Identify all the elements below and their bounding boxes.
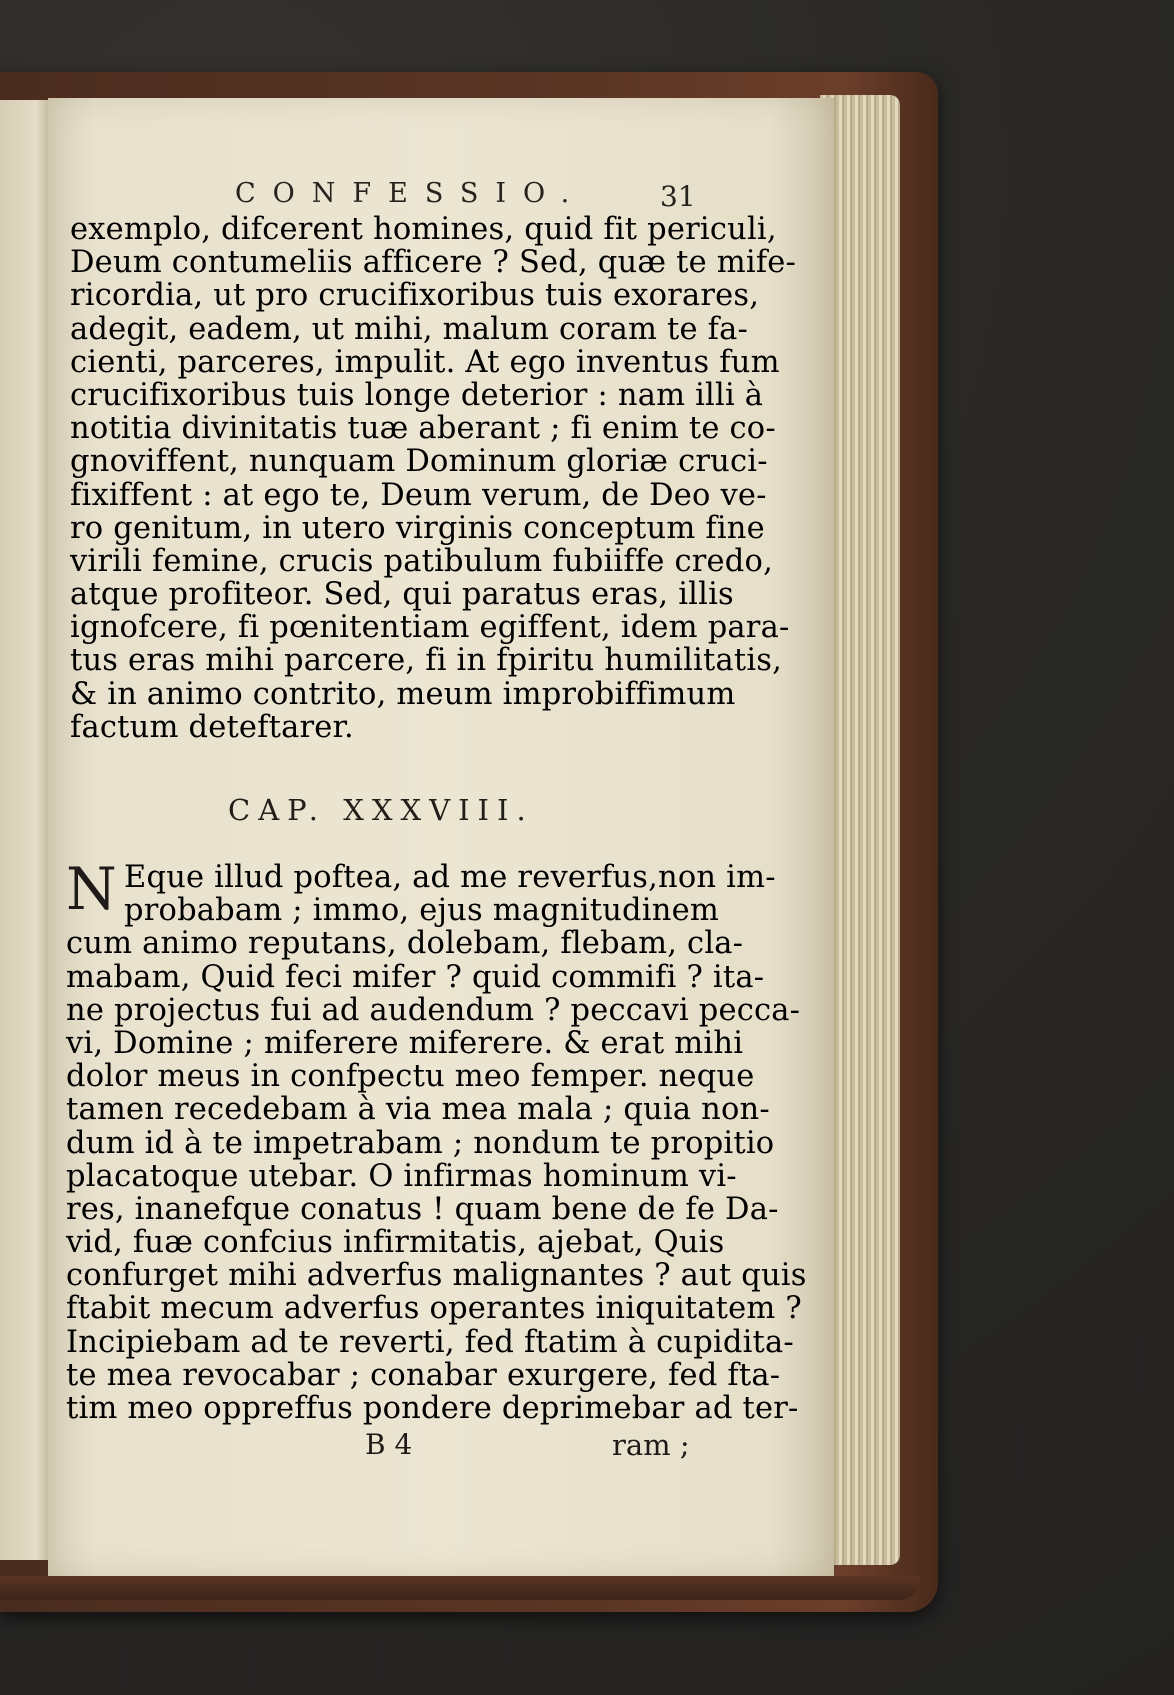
text-line: virili femine, crucis patibulum fubiiffe credo, — [70, 543, 773, 579]
text-line: probabam ; immo, ejus magnitudinem — [124, 893, 719, 929]
text-line: ricordia, ut pro crucifixoribus tuis exorares, — [70, 278, 760, 314]
paragraph-2 — [66, 855, 807, 1426]
text-line: dolor meus in confpectu meo femper. neque — [66, 1059, 755, 1095]
text-line: cienti, parceres, impulit. At ego inventus fum — [70, 344, 780, 380]
text-line: dum id à te impetrabam ; nondum te propitio — [66, 1125, 775, 1161]
text-line: ro genitum, in utero virginis conceptum fine — [70, 510, 765, 546]
text-line: ignofcere, fi pœnitentiam egiffent, idem para- — [70, 610, 790, 646]
text-line: Deum contumeliis afficere ? Sed, quæ te mife- — [70, 245, 797, 281]
text-line: cum animo reputans, dolebam, flebam, cla- — [66, 926, 744, 962]
text-line: res, inanefque conatus ! quam bene de fe Da- — [66, 1191, 779, 1227]
text-line: Eque illud poftea, ad me reverfus,non im- — [124, 860, 776, 895]
text-line: fixiffent : at ego te, Deum verum, de Deo ve- — [70, 477, 767, 513]
text-line: tamen recedebam à via mea mala ; quia non- — [66, 1092, 770, 1128]
text-line: tus eras mihi parcere, fi in fpiritu humilitatis, — [70, 643, 783, 679]
facing-page — [0, 100, 52, 1560]
text-line: placatoque utebar. O infirmas hominum vi- — [66, 1158, 737, 1194]
text-line: vi, Domine ; miferere miferere. & erat mihi — [66, 1025, 744, 1061]
text-line: & in animo contrito, meum improbiffimum — [70, 676, 736, 712]
text-line: notitia divinitatis tuæ aberant ; fi enim te co- — [70, 411, 776, 447]
text-line: Incipiebam ad te reverti, fed ftatim à cupidita- — [66, 1324, 794, 1360]
catchword: ram ; — [612, 1428, 690, 1462]
text-line: factum deteftarer. — [70, 709, 354, 745]
text-line: atque profiteor. Sed, qui paratus eras, illis — [70, 577, 734, 613]
text-line: tim meo oppreffus pondere deprimebar ad ter- — [66, 1391, 799, 1426]
text-line: mabam, Quid feci mifer ? quid commifi ? ita- — [66, 959, 765, 995]
running-head: CONFESSIO. — [235, 178, 587, 209]
text-line: gnoviffent, nunquam Dominum gloriæ cruci- — [70, 444, 768, 480]
chapter-heading: CAP. XXXVIII. — [228, 793, 534, 827]
paragraph-1 — [70, 212, 797, 745]
text-line: te mea revocabar ; conabar exurgere, fed fta- — [66, 1357, 781, 1393]
text-line: ftabit mecum adverfus operantes iniquitatem ? — [66, 1291, 802, 1327]
page-number: 31 — [660, 180, 696, 213]
book-bottom-edge — [0, 1576, 920, 1600]
drop-initial: N — [66, 855, 117, 923]
text-line: confurget mihi adverfus malignantes ? aut quis — [66, 1258, 807, 1294]
text-line: ne projectus fui ad audendum ? peccavi pecca- — [66, 992, 801, 1028]
text-line: vid, fuæ confcius infirmitatis, ajebat, Quis — [66, 1225, 725, 1261]
text-line: adegit, eadem, ut mihi, malum coram te fa- — [70, 311, 748, 347]
signature-mark: B 4 — [365, 1428, 413, 1461]
text-line: exemplo, difcerent homines, quid fit periculi, — [70, 212, 777, 247]
text-line: crucifixoribus tuis longe deterior : nam illi à — [70, 377, 764, 413]
